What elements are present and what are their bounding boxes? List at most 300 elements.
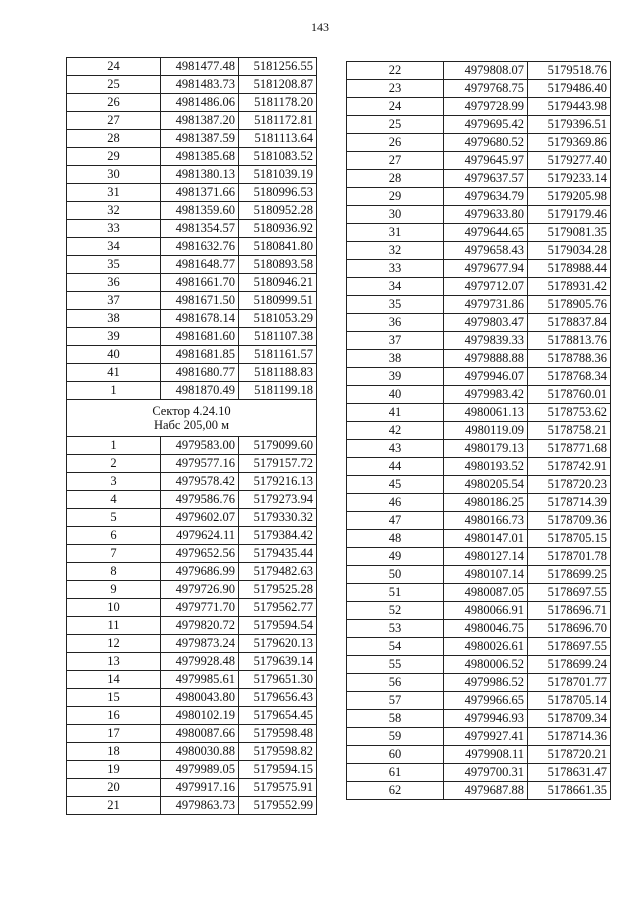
x-coordinate-cell: 4979986.52: [444, 674, 528, 692]
y-coordinate-cell: 5180841.80: [239, 238, 317, 256]
y-coordinate-cell: 5181172.81: [239, 112, 317, 130]
point-number-cell: 51: [347, 584, 444, 602]
point-number-cell: 60: [347, 746, 444, 764]
x-coordinate-cell: 4980066.91: [444, 602, 528, 620]
y-coordinate-cell: 5178697.55: [528, 584, 611, 602]
x-coordinate-cell: 4979633.80: [444, 206, 528, 224]
table-row: [67, 184, 317, 202]
x-coordinate-cell: 4979687.88: [444, 782, 528, 800]
point-number-cell: 57: [347, 692, 444, 710]
point-number-cell: 34: [347, 278, 444, 296]
point-number-cell: 37: [347, 332, 444, 350]
x-coordinate-cell: 4981681.85: [161, 346, 239, 364]
point-number-cell: 34: [67, 238, 161, 256]
table-row: [347, 728, 611, 746]
x-coordinate-cell: 4980179.13: [444, 440, 528, 458]
point-number-cell: 26: [347, 134, 444, 152]
y-coordinate-cell: 5179651.30: [239, 671, 317, 689]
y-coordinate-cell: 5178753.62: [528, 404, 611, 422]
point-number-cell: 48: [347, 530, 444, 548]
point-number-cell: 33: [347, 260, 444, 278]
x-coordinate-cell: 4979928.48: [161, 653, 239, 671]
table-row: [347, 548, 611, 566]
x-coordinate-cell: 4979966.65: [444, 692, 528, 710]
table-row: [347, 242, 611, 260]
x-coordinate-cell: 4979586.76: [161, 491, 239, 509]
point-number-cell: 54: [347, 638, 444, 656]
table-row: [67, 455, 317, 473]
point-number-cell: 40: [347, 386, 444, 404]
x-coordinate-cell: 4980147.01: [444, 530, 528, 548]
point-number-cell: 8: [67, 563, 161, 581]
left-table-body-top: [67, 58, 317, 400]
y-coordinate-cell: 5178699.24: [528, 656, 611, 674]
table-row: [67, 274, 317, 292]
table-row: [347, 260, 611, 278]
y-coordinate-cell: 5181199.18: [239, 382, 317, 400]
left-table-body-bottom: [67, 437, 317, 815]
point-number-cell: 10: [67, 599, 161, 617]
table-row: [67, 617, 317, 635]
y-coordinate-cell: 5181161.57: [239, 346, 317, 364]
table-row: [347, 278, 611, 296]
y-coordinate-cell: 5178709.34: [528, 710, 611, 728]
point-number-cell: 38: [347, 350, 444, 368]
y-coordinate-cell: 5179639.14: [239, 653, 317, 671]
table-row: [347, 566, 611, 584]
point-number-cell: 1: [67, 382, 161, 400]
table-row: [67, 509, 317, 527]
point-number-cell: 21: [67, 797, 161, 815]
x-coordinate-cell: 4981387.59: [161, 130, 239, 148]
point-number-cell: 29: [67, 148, 161, 166]
table-row: [67, 725, 317, 743]
table-row: [347, 440, 611, 458]
table-row: [347, 62, 611, 80]
table-row: [347, 602, 611, 620]
table-row: [347, 710, 611, 728]
y-coordinate-cell: 5179157.72: [239, 455, 317, 473]
y-coordinate-cell: 5179081.35: [528, 224, 611, 242]
y-coordinate-cell: 5181188.83: [239, 364, 317, 382]
table-row: [67, 166, 317, 184]
y-coordinate-cell: 5178699.25: [528, 566, 611, 584]
x-coordinate-cell: 4979712.07: [444, 278, 528, 296]
table-row: [347, 350, 611, 368]
x-coordinate-cell: 4980061.13: [444, 404, 528, 422]
y-coordinate-cell: 5181039.19: [239, 166, 317, 184]
table-row: [347, 170, 611, 188]
y-coordinate-cell: 5181083.52: [239, 148, 317, 166]
table-row: [347, 530, 611, 548]
point-number-cell: 9: [67, 581, 161, 599]
point-number-cell: 39: [347, 368, 444, 386]
x-coordinate-cell: 4979873.24: [161, 635, 239, 653]
x-coordinate-cell: 4980119.09: [444, 422, 528, 440]
point-number-cell: 23: [347, 80, 444, 98]
y-coordinate-cell: 5180952.28: [239, 202, 317, 220]
table-row: [67, 599, 317, 617]
x-coordinate-cell: 4980186.25: [444, 494, 528, 512]
point-number-cell: 24: [67, 58, 161, 76]
x-coordinate-cell: 4979989.05: [161, 761, 239, 779]
point-number-cell: 35: [347, 296, 444, 314]
table-row: [347, 368, 611, 386]
x-coordinate-cell: 4979768.75: [444, 80, 528, 98]
y-coordinate-cell: 5180893.58: [239, 256, 317, 274]
x-coordinate-cell: 4979578.42: [161, 473, 239, 491]
point-number-cell: 36: [347, 314, 444, 332]
x-coordinate-cell: 4981681.60: [161, 328, 239, 346]
x-coordinate-cell: 4981648.77: [161, 256, 239, 274]
table-row: [67, 310, 317, 328]
y-coordinate-cell: 5178696.70: [528, 620, 611, 638]
x-coordinate-cell: 4979602.07: [161, 509, 239, 527]
x-coordinate-cell: 4979652.56: [161, 545, 239, 563]
point-number-cell: 25: [67, 76, 161, 94]
point-number-cell: 38: [67, 310, 161, 328]
point-number-cell: 26: [67, 94, 161, 112]
x-coordinate-cell: 4981483.73: [161, 76, 239, 94]
point-number-cell: 20: [67, 779, 161, 797]
point-number-cell: 5: [67, 509, 161, 527]
x-coordinate-cell: 4981354.57: [161, 220, 239, 238]
y-coordinate-cell: 5178760.01: [528, 386, 611, 404]
table-row: [347, 98, 611, 116]
y-coordinate-cell: 5178742.91: [528, 458, 611, 476]
table-row: [347, 494, 611, 512]
y-coordinate-cell: 5179552.99: [239, 797, 317, 815]
point-number-cell: 40: [67, 346, 161, 364]
right-table-body: [347, 62, 611, 800]
table-row: [67, 653, 317, 671]
x-coordinate-cell: 4980102.19: [161, 707, 239, 725]
table-row: [347, 458, 611, 476]
y-coordinate-cell: 5178696.71: [528, 602, 611, 620]
point-number-cell: 30: [347, 206, 444, 224]
x-coordinate-cell: 4979680.52: [444, 134, 528, 152]
table-row: [347, 764, 611, 782]
x-coordinate-cell: 4979731.86: [444, 296, 528, 314]
table-row: [67, 797, 317, 815]
point-number-cell: 31: [67, 184, 161, 202]
x-coordinate-cell: 4979985.61: [161, 671, 239, 689]
x-coordinate-cell: 4981385.68: [161, 148, 239, 166]
point-number-cell: 25: [347, 116, 444, 134]
point-number-cell: 41: [347, 404, 444, 422]
y-coordinate-cell: 5179518.76: [528, 62, 611, 80]
x-coordinate-cell: 4979771.70: [161, 599, 239, 617]
y-coordinate-cell: 5179598.48: [239, 725, 317, 743]
x-coordinate-cell: 4980127.14: [444, 548, 528, 566]
y-coordinate-cell: 5179233.14: [528, 170, 611, 188]
x-coordinate-cell: 4980087.05: [444, 584, 528, 602]
point-number-cell: 11: [67, 617, 161, 635]
x-coordinate-cell: 4981359.60: [161, 202, 239, 220]
table-row: [67, 527, 317, 545]
table-row: [67, 346, 317, 364]
y-coordinate-cell: 5179179.46: [528, 206, 611, 224]
x-coordinate-cell: 4981870.49: [161, 382, 239, 400]
y-coordinate-cell: 5178705.14: [528, 692, 611, 710]
sector-header-cell: [67, 400, 317, 437]
sector-header-section: [67, 400, 317, 437]
table-row: [347, 188, 611, 206]
table-row: [67, 364, 317, 382]
point-number-cell: 16: [67, 707, 161, 725]
table-row: [347, 332, 611, 350]
point-number-cell: 56: [347, 674, 444, 692]
x-coordinate-cell: 4980107.14: [444, 566, 528, 584]
y-coordinate-cell: 5180946.21: [239, 274, 317, 292]
y-coordinate-cell: 5178771.68: [528, 440, 611, 458]
x-coordinate-cell: 4979728.99: [444, 98, 528, 116]
point-number-cell: 45: [347, 476, 444, 494]
y-coordinate-cell: 5179656.43: [239, 689, 317, 707]
table-row: [67, 779, 317, 797]
point-number-cell: 62: [347, 782, 444, 800]
y-coordinate-cell: 5178988.44: [528, 260, 611, 278]
y-coordinate-cell: 5178837.84: [528, 314, 611, 332]
y-coordinate-cell: 5178720.21: [528, 746, 611, 764]
table-row: [67, 689, 317, 707]
table-row: [67, 382, 317, 400]
table-row: [67, 581, 317, 599]
y-coordinate-cell: 5181178.20: [239, 94, 317, 112]
y-coordinate-cell: 5178709.36: [528, 512, 611, 530]
point-number-cell: 19: [67, 761, 161, 779]
point-number-cell: 1: [67, 437, 161, 455]
y-coordinate-cell: 5179396.51: [528, 116, 611, 134]
y-coordinate-cell: 5179525.28: [239, 581, 317, 599]
y-coordinate-cell: 5178768.34: [528, 368, 611, 386]
point-number-cell: 31: [347, 224, 444, 242]
point-number-cell: 4: [67, 491, 161, 509]
point-number-cell: 2: [67, 455, 161, 473]
y-coordinate-cell: 5181208.87: [239, 76, 317, 94]
table-row: [347, 80, 611, 98]
x-coordinate-cell: 4980166.73: [444, 512, 528, 530]
table-row: [347, 386, 611, 404]
table-row: [347, 584, 611, 602]
sector-title: Сектор 4.24.10: [152, 403, 231, 418]
y-coordinate-cell: 5178788.36: [528, 350, 611, 368]
x-coordinate-cell: 4981387.20: [161, 112, 239, 130]
x-coordinate-cell: 4979577.16: [161, 455, 239, 473]
y-coordinate-cell: 5178813.76: [528, 332, 611, 350]
x-coordinate-cell: 4981380.13: [161, 166, 239, 184]
table-row: [347, 152, 611, 170]
sector-height: Набс 205,00 м: [153, 418, 230, 432]
x-coordinate-cell: 4979726.90: [161, 581, 239, 599]
y-coordinate-cell: 5179435.44: [239, 545, 317, 563]
x-coordinate-cell: 4980006.52: [444, 656, 528, 674]
y-coordinate-cell: 5181053.29: [239, 310, 317, 328]
x-coordinate-cell: 4979863.73: [161, 797, 239, 815]
table-row: [347, 656, 611, 674]
y-coordinate-cell: 5179598.82: [239, 743, 317, 761]
x-coordinate-cell: 4979634.79: [444, 188, 528, 206]
y-coordinate-cell: 5179369.86: [528, 134, 611, 152]
point-number-cell: 6: [67, 527, 161, 545]
y-coordinate-cell: 5178701.78: [528, 548, 611, 566]
point-number-cell: 17: [67, 725, 161, 743]
point-number-cell: 13: [67, 653, 161, 671]
table-row: [67, 112, 317, 130]
x-coordinate-cell: 4979917.16: [161, 779, 239, 797]
y-coordinate-cell: 5179099.60: [239, 437, 317, 455]
y-coordinate-cell: 5179594.15: [239, 761, 317, 779]
point-number-cell: 55: [347, 656, 444, 674]
y-coordinate-cell: 5180936.92: [239, 220, 317, 238]
x-coordinate-cell: 4979637.57: [444, 170, 528, 188]
y-coordinate-cell: 5179330.32: [239, 509, 317, 527]
x-coordinate-cell: 4981678.14: [161, 310, 239, 328]
y-coordinate-cell: 5179205.98: [528, 188, 611, 206]
table-row: [347, 746, 611, 764]
table-row: [67, 148, 317, 166]
table-row: [67, 635, 317, 653]
table-row: [67, 707, 317, 725]
y-coordinate-cell: 5178905.76: [528, 296, 611, 314]
x-coordinate-cell: 4979983.42: [444, 386, 528, 404]
table-row: [67, 202, 317, 220]
table-row: [67, 256, 317, 274]
table-row: [347, 422, 611, 440]
y-coordinate-cell: 5180999.51: [239, 292, 317, 310]
table-row: [67, 130, 317, 148]
page-number: 143: [311, 20, 329, 34]
point-number-cell: 32: [347, 242, 444, 260]
y-coordinate-cell: 5178661.35: [528, 782, 611, 800]
y-coordinate-cell: 5181113.64: [239, 130, 317, 148]
x-coordinate-cell: 4979808.07: [444, 62, 528, 80]
coordinates-table-left: [66, 57, 317, 815]
point-number-cell: 42: [347, 422, 444, 440]
point-number-cell: 44: [347, 458, 444, 476]
y-coordinate-cell: 5179443.98: [528, 98, 611, 116]
x-coordinate-cell: 4979803.47: [444, 314, 528, 332]
y-coordinate-cell: 5179594.54: [239, 617, 317, 635]
point-number-cell: 53: [347, 620, 444, 638]
point-number-cell: 28: [67, 130, 161, 148]
point-number-cell: 33: [67, 220, 161, 238]
point-number-cell: 27: [67, 112, 161, 130]
table-row: [347, 314, 611, 332]
y-coordinate-cell: 5181107.38: [239, 328, 317, 346]
x-coordinate-cell: 4979645.97: [444, 152, 528, 170]
y-coordinate-cell: 5178720.23: [528, 476, 611, 494]
x-coordinate-cell: 4979927.41: [444, 728, 528, 746]
table-row: [347, 404, 611, 422]
table-row: [347, 134, 611, 152]
point-number-cell: 35: [67, 256, 161, 274]
y-coordinate-cell: 5179575.91: [239, 779, 317, 797]
x-coordinate-cell: 4981671.50: [161, 292, 239, 310]
x-coordinate-cell: 4979695.42: [444, 116, 528, 134]
table-row: [67, 292, 317, 310]
sector-header-row: [67, 400, 317, 437]
x-coordinate-cell: 4979700.31: [444, 764, 528, 782]
point-number-cell: 27: [347, 152, 444, 170]
y-coordinate-cell: 5179562.77: [239, 599, 317, 617]
point-number-cell: 32: [67, 202, 161, 220]
point-number-cell: 46: [347, 494, 444, 512]
point-number-cell: 61: [347, 764, 444, 782]
x-coordinate-cell: 4979820.72: [161, 617, 239, 635]
table-row: [67, 76, 317, 94]
table-row: [347, 476, 611, 494]
x-coordinate-cell: 4981680.77: [161, 364, 239, 382]
y-coordinate-cell: 5178701.77: [528, 674, 611, 692]
y-coordinate-cell: 5178714.39: [528, 494, 611, 512]
table-row: [347, 224, 611, 242]
point-number-cell: 49: [347, 548, 444, 566]
x-coordinate-cell: 4979677.94: [444, 260, 528, 278]
point-number-cell: 7: [67, 545, 161, 563]
x-coordinate-cell: 4980193.52: [444, 458, 528, 476]
x-coordinate-cell: 4979583.00: [161, 437, 239, 455]
table-row: [67, 473, 317, 491]
y-coordinate-cell: 5178631.47: [528, 764, 611, 782]
y-coordinate-cell: 5178758.21: [528, 422, 611, 440]
y-coordinate-cell: 5179277.40: [528, 152, 611, 170]
table-row: [347, 638, 611, 656]
table-row: [347, 206, 611, 224]
table-row: [347, 512, 611, 530]
y-coordinate-cell: 5179216.13: [239, 473, 317, 491]
table-row: [347, 674, 611, 692]
table-row: [347, 782, 611, 800]
x-coordinate-cell: 4979908.11: [444, 746, 528, 764]
table-row: [67, 94, 317, 112]
x-coordinate-cell: 4979658.43: [444, 242, 528, 260]
point-number-cell: 3: [67, 473, 161, 491]
y-coordinate-cell: 5179384.42: [239, 527, 317, 545]
point-number-cell: 24: [347, 98, 444, 116]
point-number-cell: 47: [347, 512, 444, 530]
x-coordinate-cell: 4980043.80: [161, 689, 239, 707]
table-row: [67, 671, 317, 689]
x-coordinate-cell: 4979644.65: [444, 224, 528, 242]
point-number-cell: 29: [347, 188, 444, 206]
table-row: [347, 692, 611, 710]
point-number-cell: 52: [347, 602, 444, 620]
point-number-cell: 28: [347, 170, 444, 188]
table-row: [67, 58, 317, 76]
y-coordinate-cell: 5178705.15: [528, 530, 611, 548]
point-number-cell: 37: [67, 292, 161, 310]
point-number-cell: 58: [347, 710, 444, 728]
point-number-cell: 36: [67, 274, 161, 292]
x-coordinate-cell: 4981371.66: [161, 184, 239, 202]
y-coordinate-cell: 5179486.40: [528, 80, 611, 98]
point-number-cell: 41: [67, 364, 161, 382]
x-coordinate-cell: 4981661.70: [161, 274, 239, 292]
point-number-cell: 12: [67, 635, 161, 653]
y-coordinate-cell: 5178714.36: [528, 728, 611, 746]
table-row: [67, 563, 317, 581]
y-coordinate-cell: 5180996.53: [239, 184, 317, 202]
coordinates-table-right: [346, 61, 611, 800]
y-coordinate-cell: 5179482.63: [239, 563, 317, 581]
x-coordinate-cell: 4979839.33: [444, 332, 528, 350]
table-row: [347, 116, 611, 134]
x-coordinate-cell: 4980087.66: [161, 725, 239, 743]
y-coordinate-cell: 5178931.42: [528, 278, 611, 296]
table-row: [67, 328, 317, 346]
x-coordinate-cell: 4980205.54: [444, 476, 528, 494]
